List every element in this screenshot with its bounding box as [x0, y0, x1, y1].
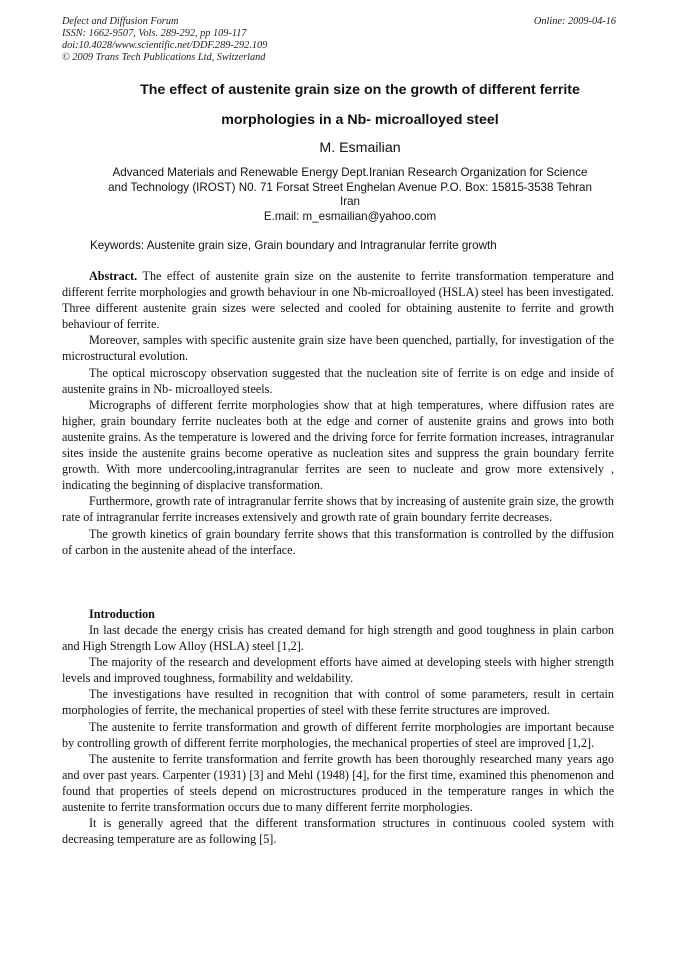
introduction-section	[62, 622, 614, 847]
journal-name: Defect and Diffusion Forum	[62, 16, 179, 27]
affiliation-line-3: Iran	[340, 195, 360, 208]
affiliation-line-1: Advanced Materials and Renewable Energy Dept.Iranian Research Organization for Science	[112, 166, 588, 179]
abstract-paragraph: The growth kinetics of grain boundary ferrite shows that this transformation is controlled by the diffusion of carbon in the austenite ahead of the interface.	[62, 526, 614, 557]
keywords: Keywords: Austenite grain size, Grain boundary and Intragranular ferrite growth	[90, 239, 497, 252]
abstract-paragraph: The optical microscopy observation suggested that the nucleation site of ferrite is on edge and inside of austenite grains in Nb- microalloyed steels.	[62, 365, 614, 396]
online-date: Online: 2009-04-16	[533, 16, 616, 27]
author-name: M. Esmailian	[319, 140, 401, 156]
issn-line: ISSN: 1662-9507, Vols. 289-292, pp 109-117	[62, 28, 247, 39]
paper-title-line-1: The effect of austenite grain size on the growth of different ferrite	[140, 82, 580, 98]
copyright-line: © 2009 Trans Tech Publications Ltd, Switzerland	[62, 52, 266, 63]
intro-paragraph: The investigations have resulted in recognition that with control of some parameters, result in certain morphologies of ferrite, the mechanical properties of steel with these ferrite structures are improved.	[62, 687, 614, 718]
abstract-section	[62, 268, 614, 558]
introduction-heading: Introduction	[89, 607, 155, 621]
intro-paragraph: It is generally agreed that the different transformation structures in continuous cooled system with decreasing temperature are as following [5].	[62, 816, 614, 847]
doi-line: doi:10.4028/www.scientific.net/DDF.289-292.109	[62, 40, 268, 51]
intro-paragraph: The austenite to ferrite transformation and ferrite growth has been thoroughly researched many years ago and over past years. Carpenter (1931) [3] and Mehl (1948) [4], for the first time, examined this phenomenon and found that properties of steels depend on microstructures produced in the temperature ranges in which the austenite to ferrite transformation occurs due to many different ferrite morphologies.	[62, 751, 614, 815]
paper-title-line-2: morphologies in a Nb- microalloyed steel	[221, 112, 499, 128]
abstract-paragraph: Micrographs of different ferrite morphologies show that at high temperatures, where diffusion rates are higher, grain boundary ferrite nucleates both at the edge and corner of austenite grains and grows into both austenite grains. As the temperature is lowered and the driving force for ferrite formation increases, intragranular sites inside the austenite grains become operative as nucleation sites and suppress the grain boundary ferrite growth. With more undercooling,intragranular ferrites are seen to nucleate and grow more extensively , indicating the beginning of displacive transformation.	[62, 397, 614, 493]
intro-paragraph: The majority of the research and development efforts have aimed at developing steels with higher strength levels and improved toughness, formability and weldability.	[62, 655, 614, 686]
intro-paragraph: The austenite to ferrite transformation and growth of different ferrite morphologies are important because by controlling growth of different ferrite morphologies, the mechanical properties of steel are improved [1,2].	[62, 719, 614, 750]
abstract-label: Abstract.	[89, 269, 138, 283]
abstract-text: The effect of austenite grain size on the austenite to ferrite transformation temperature and different ferrite morphologies and growth behaviour in one Nb-microalloyed (HSLA) steel has been investigated. Three different austenite grain sizes were selected and cooled for obtaining austenite to ferrite and growth behaviour of ferrite.	[62, 269, 614, 332]
abstract-paragraph	[62, 268, 614, 332]
author-email: E.mail: m_esmailian@yahoo.com	[263, 210, 437, 223]
abstract-paragraph: Furthermore, growth rate of intragranular ferrite shows that by increasing of austenite grain size, the growth rate of intragranular ferrite increases extensively and growth rate of grain boundary ferrite decreases.	[62, 494, 614, 525]
affiliation-line-2: and Technology (IROST) N0. 71 Forsat Street Enghelan Avenue P.O. Box: 15815-3538 Tehran	[108, 181, 592, 194]
intro-paragraph: In last decade the energy crisis has created demand for high strength and good toughness in plain carbon and High Strength Low Alloy (HSLA) steel [1,2].	[62, 623, 614, 654]
journal-header	[62, 16, 616, 64]
abstract-paragraph: Moreover, samples with specific austenite grain size have been quenched, partially, for investigation of the microstructural evolution.	[62, 333, 614, 364]
